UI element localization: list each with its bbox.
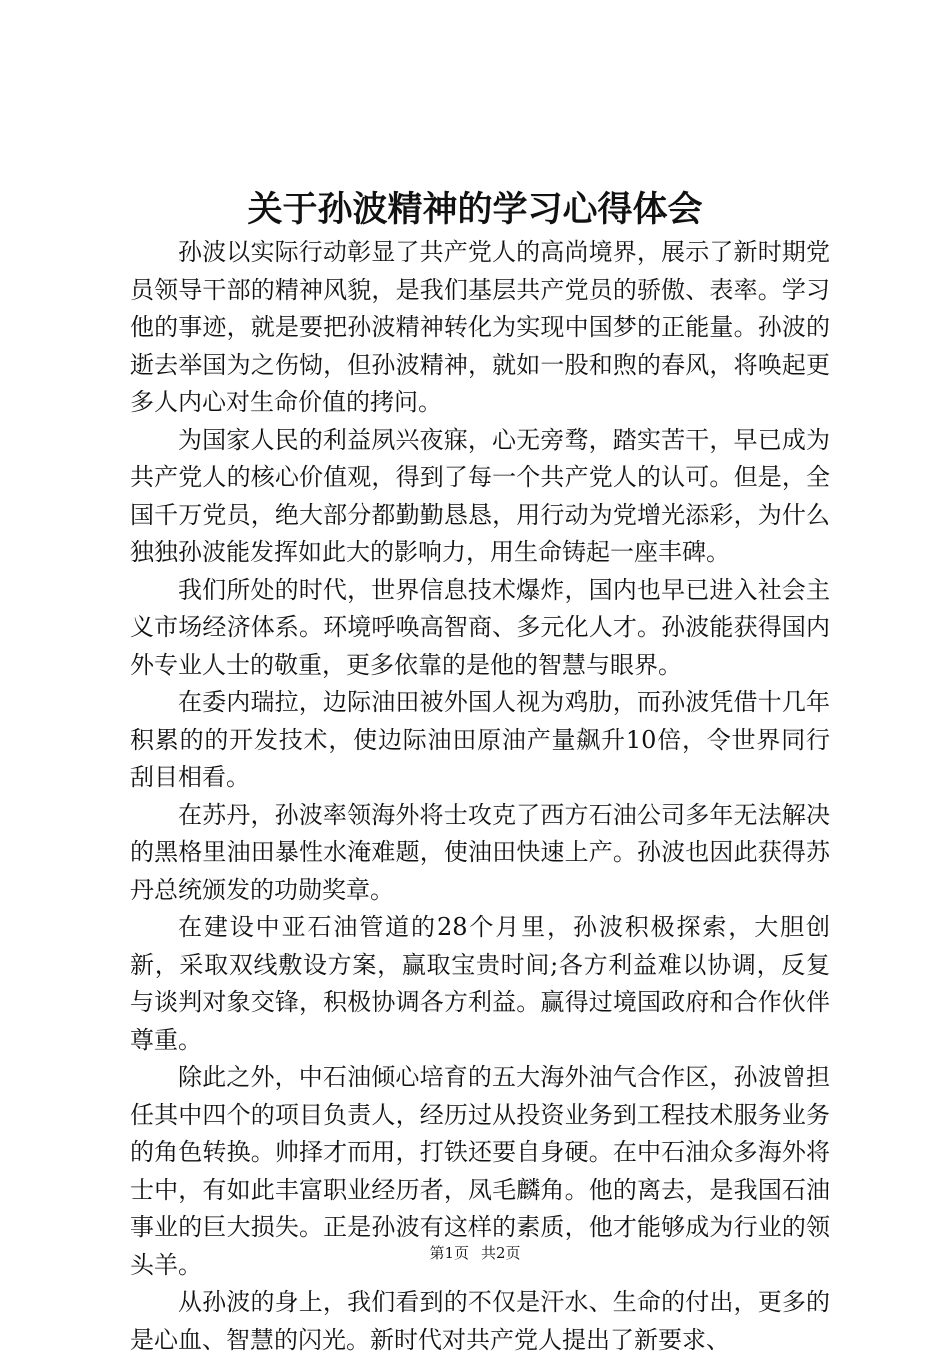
paragraph-6: 在建设中亚石油管道的28个月里，孙波积极探索，大胆创新，采取双线敷设方案，赢取宝贵时间;各方利益难以协调，反复与谈判对象交锋，积极协调各方利益。赢得过境国政府和合作伙伴尊重。 [130,913,830,1054]
page-number-total: 共2页 [481,1244,521,1262]
paragraph-2: 为国家人民的利益夙兴夜寐，心无旁骛，踏实苦干，早已成为共产党人的核心价值观，得到了每一个共产党人的认可。但是，全国千万党员，绝大部分都勤勤恳恳，用行动为党增光添彩，为什么独独孙波能发挥如此大的影响力，用生命铸起一座丰碑。 [130,425,830,566]
paragraph-1: 孙波以实际行动彰显了共产党人的高尚境界，展示了新时期党员领导干部的精神风貌，是我们基层共产党员的骄傲、表率。学习他的事迹，就是要把孙波精神转化为实现中国梦的正能量。孙波的逝去举国为之伤恸，但孙波精神，就如一股和煦的春风，将唤起更多人内心对生命价值的拷问。 [130,238,830,416]
page-footer [0,1243,950,1263]
paragraph-5: 在苏丹，孙波率领海外将士攻克了西方石油公司多年无法解决的黑格里油田暴性水淹难题，使油田快速上产。孙波也因此获得苏丹总统颁发的功勋奖章。 [130,800,830,904]
paragraph-7: 除此之外，中石油倾心培育的五大海外油气合作区，孙波曾担任其中四个的项目负责人，经历过从投资业务到工程技术服务业务的角色转换。帅择才而用，打铁还要自身硬。在中石油众多海外将士中，有如此丰富职业经历者，凤毛麟角。他的离去，是我国石油事业的巨大损失。正是孙波有这样的素质，他才能够成为行业的领头羊。 [130,1063,830,1279]
paragraph-8: 从孙波的身上，我们看到的不仅是汗水、生命的付出，更多的是心血、智慧的闪光。新时代对共产党人提出了新要求、 [130,1288,830,1354]
paragraph-4: 在委内瑞拉，边际油田被外国人视为鸡肋，而孙波凭借十几年积累的的开发技术，使边际油田原油产量飙升10倍，令世界同行刮目相看。 [130,688,830,791]
document-body [130,234,830,1359]
document-title: 关于孙波精神的学习心得体会 [247,189,703,230]
page-number-current: 第1页 [429,1244,469,1262]
paragraph-3: 我们所处的时代，世界信息技术爆炸，国内也早已进入社会主义市场经济体系。环境呼唤高智商、多元化人才。孙波能获得国内外专业人士的敬重，更多依靠的是他的智慧与眼界。 [130,575,830,679]
